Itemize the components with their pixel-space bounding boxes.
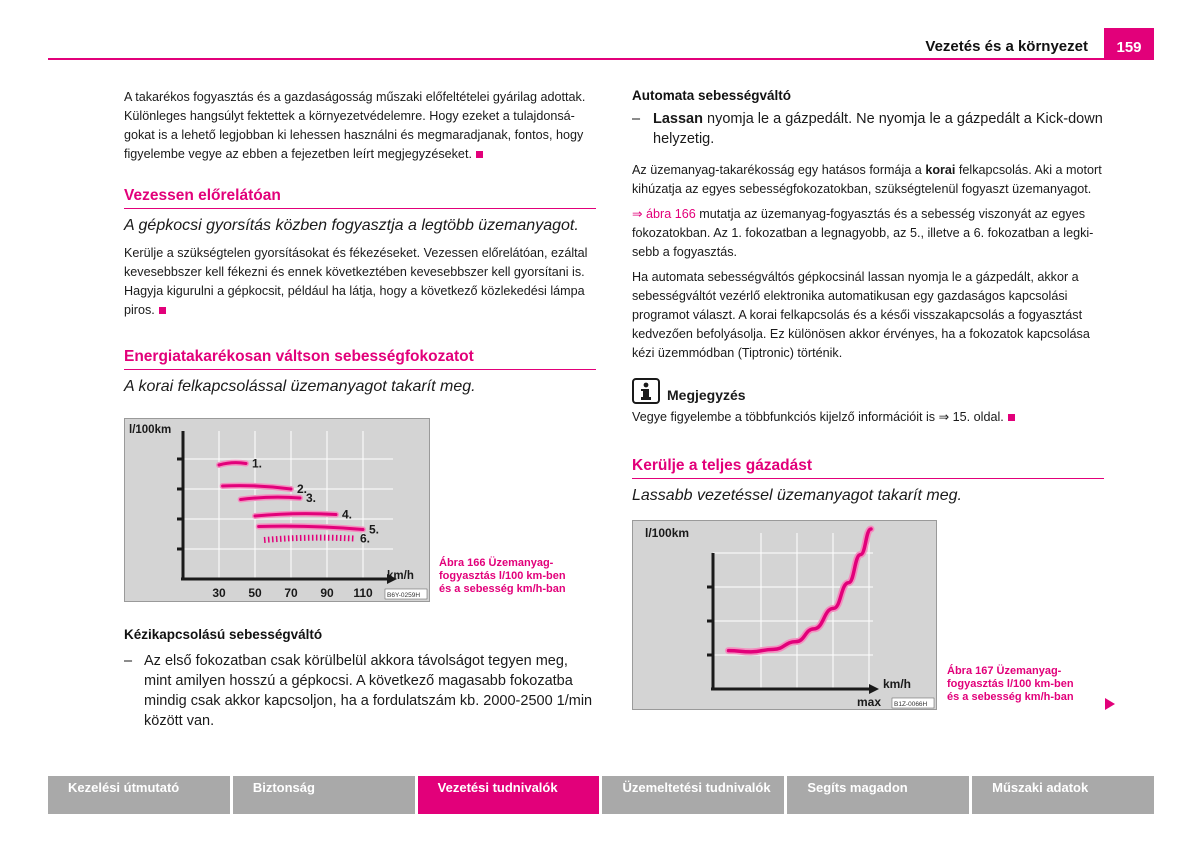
consumption-curve: [729, 529, 872, 652]
paragraph-early-shift: [632, 161, 1104, 199]
section-title: Energiatakarékosan váltson sebességfokozatot: [124, 348, 474, 365]
section-title: Vezessen előrelátóan: [124, 187, 281, 204]
footer-tab[interactable]: Segíts magadon: [787, 776, 969, 814]
next-page-arrow-icon[interactable]: [1104, 697, 1116, 711]
p2-rest: mutatja az üzemanyag-fogyasztás és a sebesség viszonyát az egyes fokozatokban. Az 1. fokozatban a legnagyobb, az 5., illetve a 6. fokozatban a legki-sebb a fogyasztás.: [632, 207, 1094, 259]
x-tick-label: 50: [248, 586, 262, 600]
p1-pre: Az üzemanyag-takarékosság egy hatásos formája a: [632, 163, 926, 177]
section-auto-gearbox: [632, 88, 1104, 363]
figure-167-caption: Ábra 167 Üzemanyag-fogyasztás l/100 km-ben és a sebesség km/h-ban: [947, 665, 1074, 703]
x-axis-label: km/h: [387, 570, 414, 582]
intro-paragraph: [124, 88, 596, 164]
p1-post: felkapcsolás. Aki a motort kihúzatja az egyes sebességfokozatokban, szükségtelenül fogyaszt üzemanyagot.: [632, 163, 1102, 196]
y-axis-label: l/100km: [129, 424, 172, 436]
gear-5-label: 5.: [369, 522, 380, 537]
section-manual-gearbox: [124, 627, 596, 731]
paragraph-automatic: Ha automata sebességváltós gépkocsinál lassan nyomja le a gázpedált, akkor a sebességváltót vezérlő elektronika automatikusan egy gazdaságos kapcsolási programot választ. A korai felkapcsolás és a késői visszakapcsolás a fogyasztást kedvezően befolyásolja. Ez különösen akkor érvényes, ha a fokozatok kapcsolása kézi üzemmódban (Tiptronic) történik.: [632, 270, 1090, 360]
running-header-title: Vezetés és a környezet: [925, 38, 1088, 55]
gear-2-label: 2.: [297, 482, 308, 496]
end-marker: [476, 151, 483, 158]
section-energiatakarekos: [124, 348, 596, 396]
figure-code: B6Y-0259H: [387, 592, 421, 599]
p1-bold: korai: [925, 163, 956, 177]
footer-tab[interactable]: Biztonság: [233, 776, 415, 814]
lead-text: A gépkocsi gyorsítás közben fogyasztja a legtöbb üzemanyagot.: [124, 217, 579, 234]
subhead: Automata sebességváltó: [632, 88, 792, 103]
gear-6-line: [264, 538, 354, 540]
section-full-throttle: [632, 457, 1104, 505]
footer-tab[interactable]: Műszaki adatok: [972, 776, 1154, 814]
note-body: Vegye figyelembe a többfunkciós kijelző információit is ⇒ 15. oldal.: [632, 410, 1004, 424]
note-header: [632, 378, 1104, 404]
page-number: 159: [1104, 28, 1154, 60]
note-title: Megjegyzés: [667, 387, 746, 403]
x-tick-label: max: [857, 695, 882, 709]
grid: [713, 533, 873, 689]
section-title: Kerülje a teljes gázadást: [632, 457, 813, 474]
intro-block: [124, 88, 596, 164]
info-icon: [632, 378, 660, 404]
x-tick-label: 70: [284, 586, 298, 600]
gear-6-label: 6.: [360, 531, 371, 546]
section-rule: [124, 369, 596, 370]
gear-1-label: 1.: [252, 456, 263, 471]
section-rule: [632, 478, 1104, 479]
emphasis: Lassan: [653, 111, 703, 127]
figure-cross-reference-link[interactable]: ⇒ ábra 166: [632, 207, 696, 221]
gear-consumption-chart: [125, 419, 429, 601]
dash-bullet: –: [124, 653, 133, 669]
paragraph-figure-ref: [632, 205, 1104, 262]
end-marker: [159, 307, 166, 314]
subhead: Kézikapcsolású sebességváltó: [124, 627, 323, 642]
x-tick-label: 90: [320, 586, 334, 600]
footer-nav-tabs: [48, 776, 1154, 814]
body-paragraph: [124, 244, 596, 320]
x-tick-label: 30: [212, 586, 226, 600]
intro-text: A takarékos fogyasztás és a gazdaságosság műszaki előfeltételei gyárilag adottak. Különleges hangsúlyt fektettek a környezetvédelemre. Hogy ezeket a tulajdonsá-gokat is a lehető legjobban ki lehessen használni és megmaradjanak, fontos, hogy figyelembe vegye az ebben a fejezetben leírt megjegyzéseket.: [124, 90, 586, 161]
end-marker: [1008, 414, 1015, 421]
x-axis-label: km/h: [883, 677, 912, 691]
section-vezessen: [124, 187, 596, 320]
figure-code: B1Z-0066H: [894, 701, 928, 708]
x-tick-labels: [212, 586, 373, 600]
dash-rest: nyomja le a gázpedált. Ne nyomja le a gázpedált a Kick-down helyzetig.: [653, 111, 1103, 147]
note-box: [632, 378, 1104, 427]
footer-tab[interactable]: Üzemeltetési tudnivalók: [602, 776, 784, 814]
x-axis-arrow: [869, 684, 879, 694]
y-axis-label: l/100km: [645, 526, 690, 540]
footer-tab[interactable]: Vezetési tudnivalók: [418, 776, 600, 814]
dash-bullet: –: [632, 111, 641, 127]
section-rule: [124, 208, 596, 209]
figure-167-chart: [632, 520, 937, 710]
dash-list-item: [632, 109, 1104, 149]
series-group: [219, 457, 379, 546]
body-text: Kerülje a szükségtelen gyorsításokat és fékezéseket. Vezessen előrelátóan, ezáltal kevesebbszer kell fékezni és ennek következtében kevesebbszer kell gyorsítani is. Hagyja kigurulni a gépkocsit, például ha látja, hogy a következő közlekedési lámpa piros.: [124, 246, 588, 317]
figure-166-chart: [124, 418, 430, 602]
header-rule: [48, 58, 1154, 60]
lead-text: Lassabb vezetéssel üzemanyagot takarít meg.: [632, 487, 962, 504]
grid: [183, 431, 393, 579]
dash-list-item: [124, 651, 596, 731]
series-group: [729, 529, 872, 652]
dash-text: [653, 109, 1104, 149]
gear-3-label: 3.: [306, 491, 317, 505]
note-text: [632, 408, 1104, 427]
gear-4-label: 4.: [342, 507, 353, 522]
consumption-curve-halo: [729, 529, 872, 652]
footer-tab[interactable]: Kezelési útmutató: [48, 776, 230, 814]
x-tick-label: 110: [353, 586, 373, 600]
full-throttle-chart: [633, 521, 936, 709]
dash-text: Az első fokozatban csak körülbelül akkora távolságot tegyen meg, mint amilyen hosszú a gépkocsi. A következő magasabb fokozatba mindig csak akkor kapcsoljon, ha a fordulatszám kb. 2000-2500 1/min között van.: [144, 653, 593, 729]
lead-text: A korai felkapcsolással üzemanyagot takarít meg.: [124, 378, 476, 395]
figure-166-caption: Ábra 166 Üzemanyag-fogyasztás l/100 km-ben és a sebesség km/h-ban: [439, 557, 566, 595]
axes: [177, 431, 387, 579]
